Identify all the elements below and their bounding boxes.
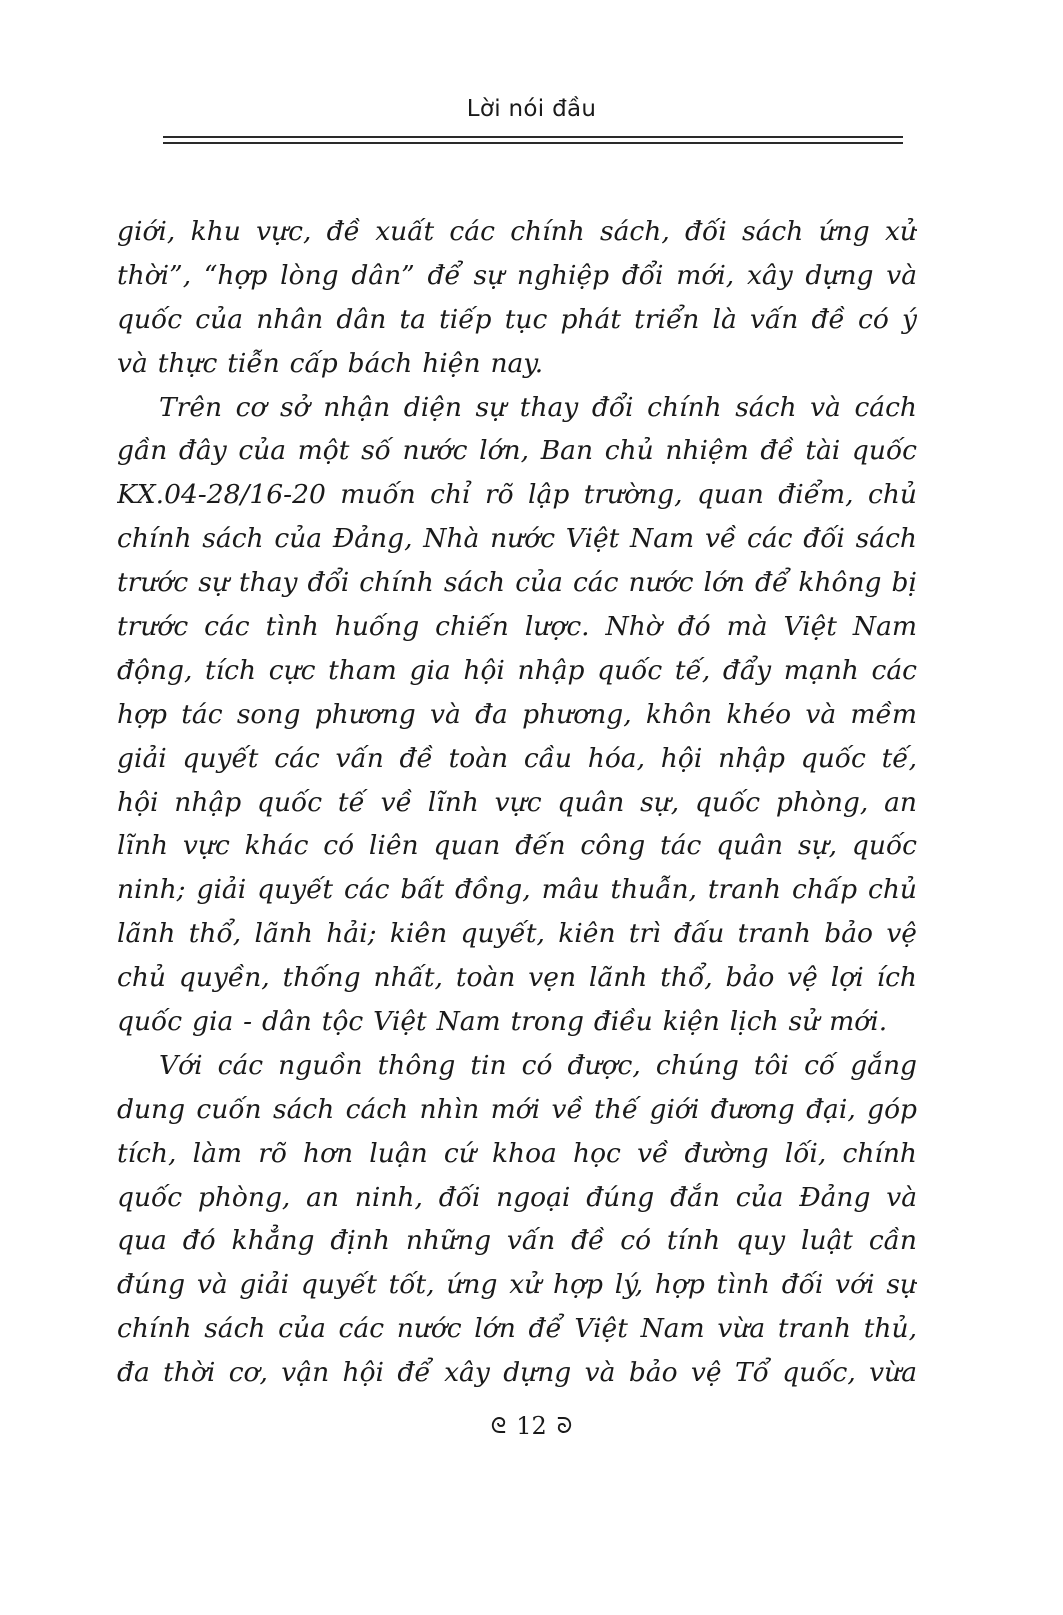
text-line: động, tích cực tham gia hội nhập quốc tế, đẩy mạnh các: [117, 654, 917, 686]
text-line: hội nhập quốc tế về lĩnh vực quân sự, quốc phòng, an: [117, 786, 917, 818]
text-line: Với các nguồn thông tin có được, chúng tôi cố gắng: [159, 1049, 917, 1081]
text-line: giới, khu vực, đề xuất các chính sách, đối sách ứng xử: [117, 216, 917, 247]
ornament-right-icon: ᘐ: [556, 1414, 573, 1439]
text-line: trước sự thay đổi chính sách của các nước lớn để không bị: [117, 567, 917, 599]
text-line: đa thời cơ, vận hội để xây dựng và bảo vệ Tổ quốc, vừa: [117, 1357, 917, 1389]
page-footer: [0, 1412, 1063, 1440]
text-line: gần đây của một số nước lớn, Ban chủ nhiệm đề tài quốc: [117, 435, 917, 467]
header-rule-thin: [163, 142, 903, 144]
text-line: đúng và giải quyết tốt, ứng xử hợp lý, hợp tình đối với sự: [117, 1269, 917, 1301]
text-line: và thực tiễn cấp bách hiện nay.: [117, 347, 544, 379]
text-line: trước các tình huống chiến lược. Nhờ đó mà Việt Nam: [117, 611, 917, 643]
page-number: 12: [516, 1412, 547, 1440]
text-line: ninh; giải quyết các bất đồng, mâu thuẫn, tranh chấp chủ: [117, 874, 917, 906]
ornament-left-icon: ᘓ: [490, 1414, 507, 1439]
text-line: quốc của nhân dân ta tiếp tục phát triển là vấn đề có ý: [117, 303, 917, 335]
text-line: lĩnh vực khác có liên quan đến công tác quân sự, quốc: [117, 830, 917, 862]
text-line: giải quyết các vấn đề toàn cầu hóa, hội nhập quốc tế,: [117, 742, 917, 774]
text-line: chủ quyền, thống nhất, toàn vẹn lãnh thổ, bảo vệ lợi ích: [117, 962, 917, 994]
text-line: chính sách của các nước lớn để Việt Nam vừa tranh thủ,: [117, 1313, 917, 1345]
text-line: tích, làm rõ hơn luận cứ khoa học về đường lối, chính: [117, 1137, 917, 1169]
text-line: quốc gia - dân tộc Việt Nam trong điều kiện lịch sử mới.: [117, 1006, 888, 1038]
body-text: [117, 210, 917, 1395]
text-line: thời”, “hợp lòng dân” để sự nghiệp đổi mới, xây dựng và: [117, 259, 917, 291]
text-line: quốc phòng, an ninh, đối ngoại đúng đắn của Đảng và: [117, 1181, 917, 1213]
text-line: chính sách của Đảng, Nhà nước Việt Nam về các đối sách: [117, 523, 917, 555]
text-line: qua đó khẳng định những vấn đề có tính quy luật cần: [117, 1225, 917, 1257]
header-rule-thick: [163, 136, 903, 138]
text-line: dung cuốn sách cách nhìn mới về thế giới đương đại, góp: [117, 1093, 917, 1125]
page-header-title: Lời nói đầu: [466, 96, 597, 122]
text-line: lãnh thổ, lãnh hải; kiên quyết, kiên trì đấu tranh bảo vệ: [117, 918, 917, 950]
text-line: hợp tác song phương và đa phương, khôn khéo và mềm: [117, 698, 917, 730]
text-line: KX.04-28/16-20 muốn chỉ rõ lập trường, quan điểm, chủ: [117, 479, 917, 511]
text-line: Trên cơ sở nhận diện sự thay đổi chính sách và cách: [159, 391, 917, 423]
